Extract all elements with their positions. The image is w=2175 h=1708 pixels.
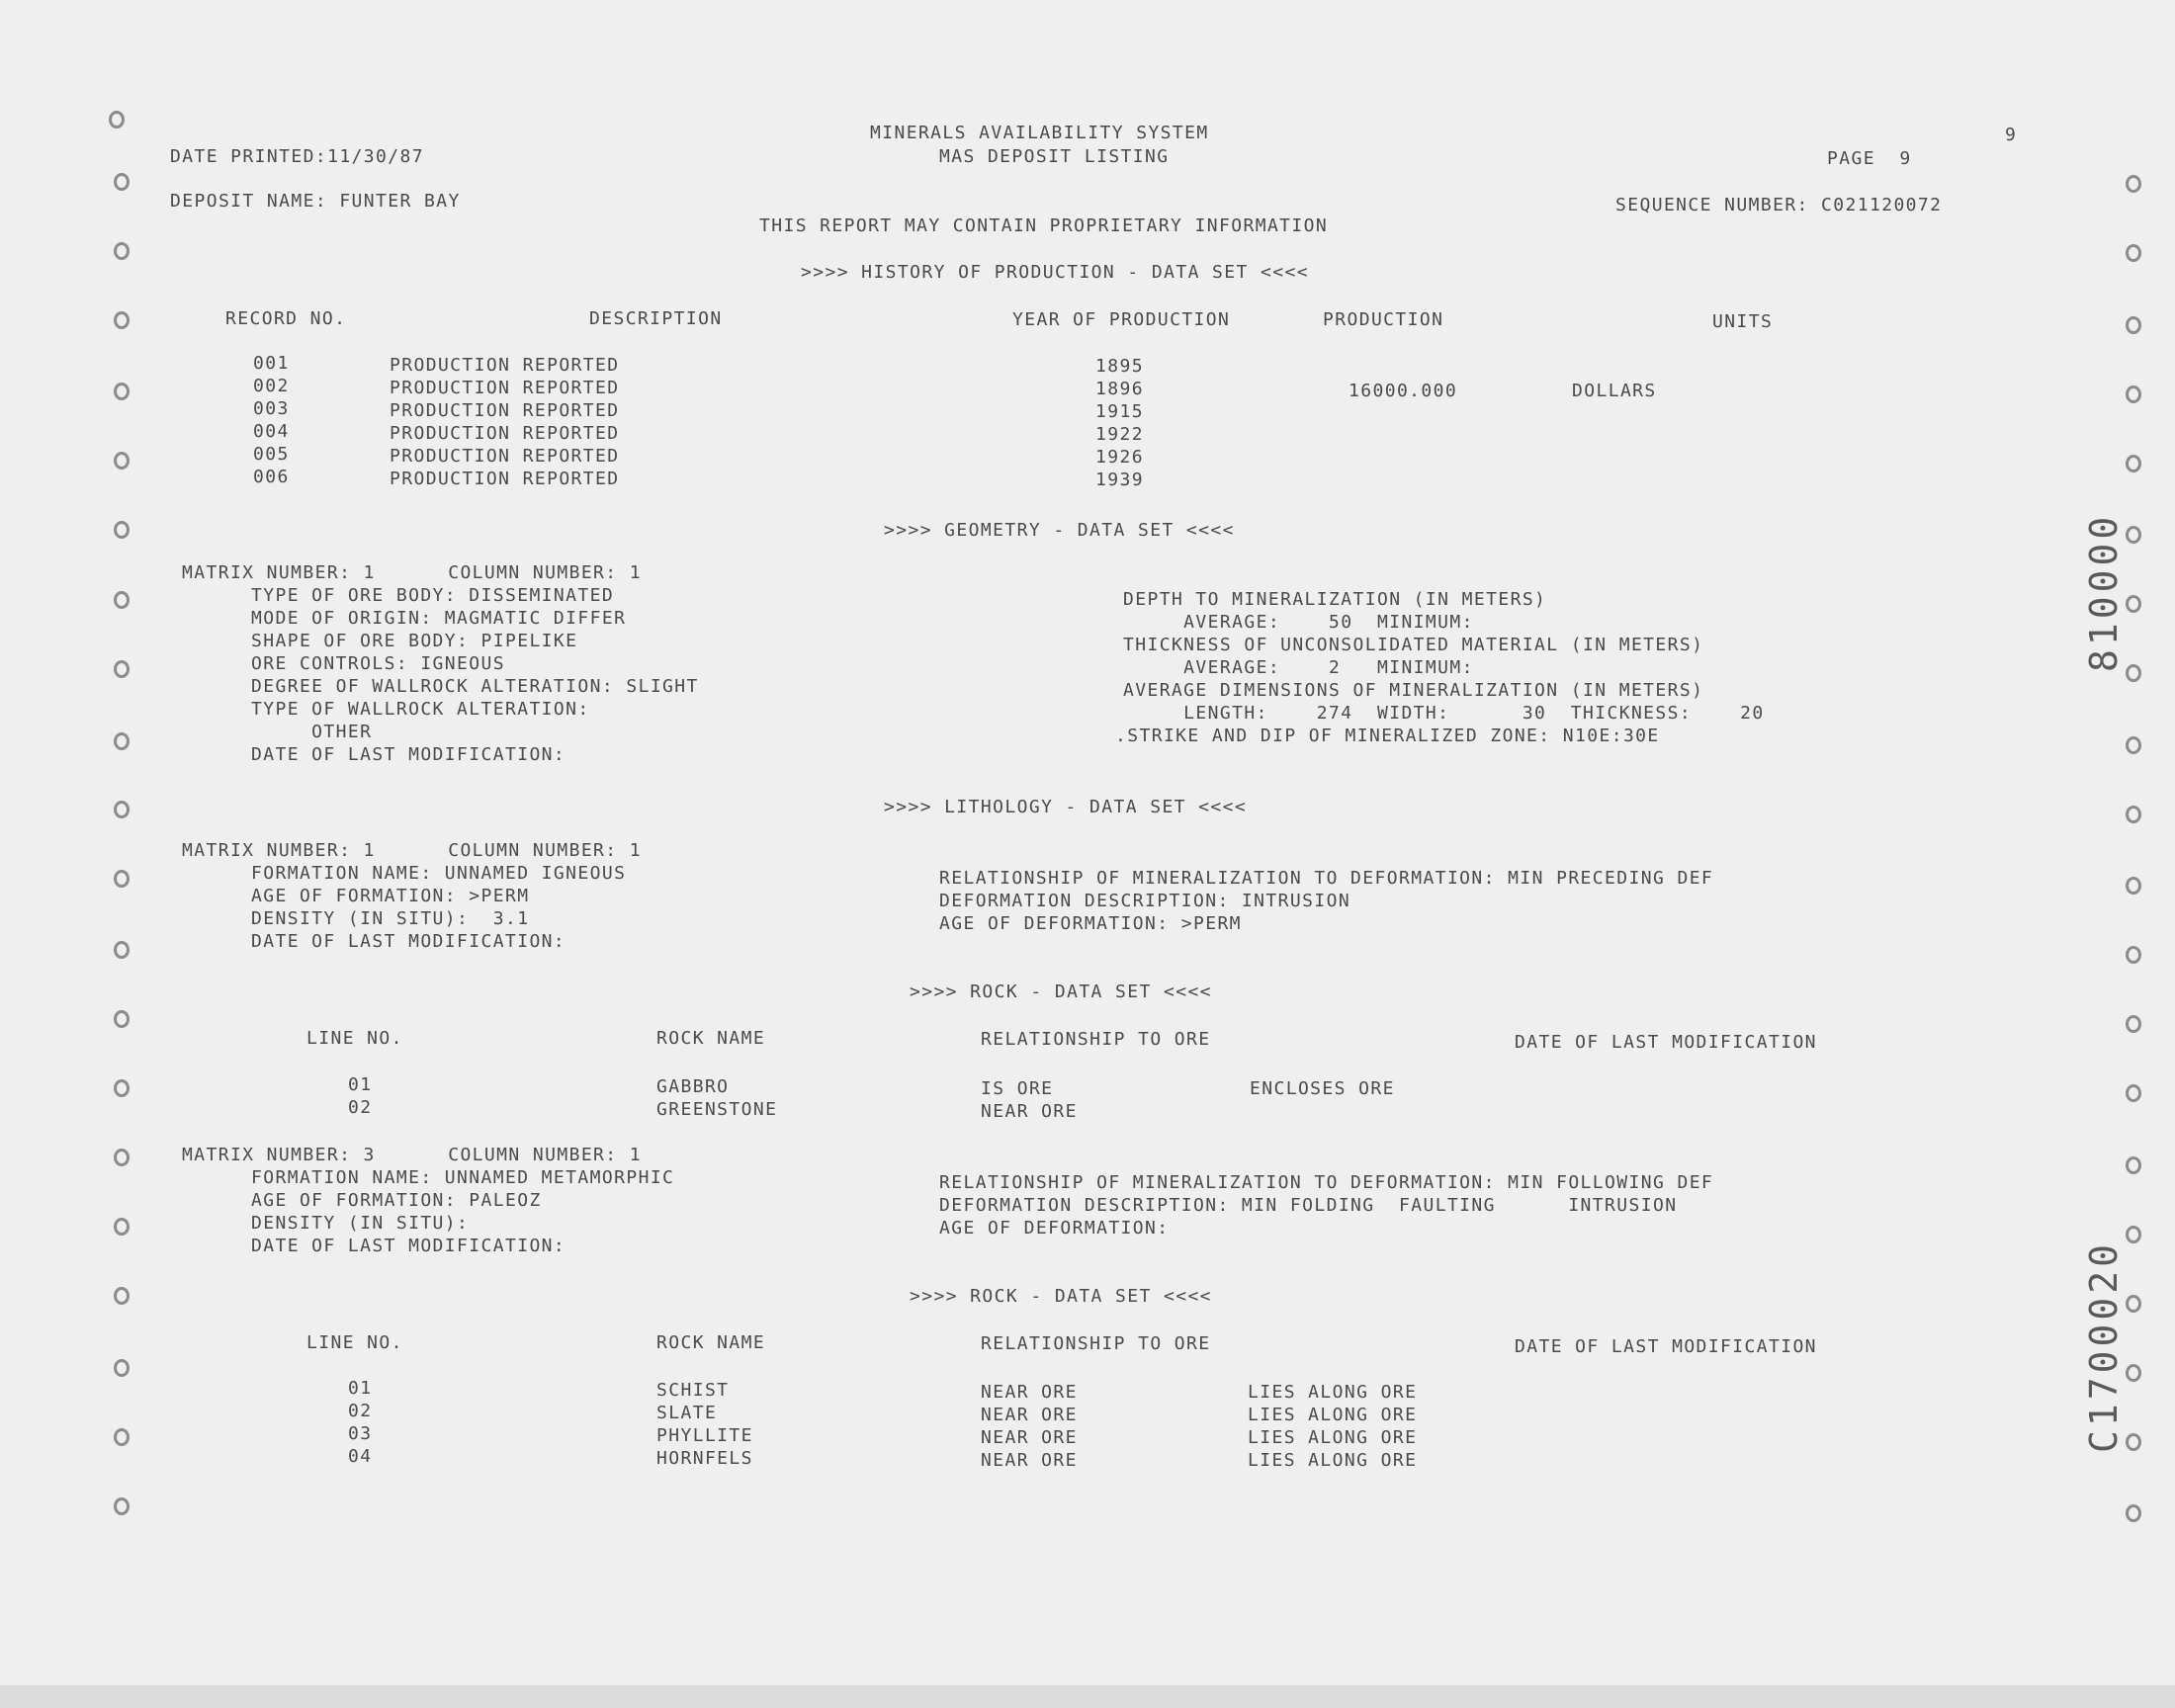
- feed-hole: [2126, 316, 2141, 334]
- feed-hole: [2126, 1226, 2141, 1243]
- ore-controls: ORE CONTROLS: IGNEOUS: [251, 653, 505, 674]
- col-date-last-modification: DATE OF LAST MODIFICATION: [1515, 1032, 1817, 1053]
- strike-and-dip: .STRIKE AND DIP OF MINERALIZED ZONE: N10E:30E: [1115, 726, 1660, 746]
- description: PRODUCTION REPORTED: [390, 423, 620, 444]
- feed-hole: [2126, 595, 2141, 613]
- line-no: 04: [348, 1446, 373, 1467]
- rock-name: GABBRO: [656, 1076, 730, 1097]
- proprietary-notice: THIS REPORT MAY CONTAIN PROPRIETARY INFORMATION: [759, 215, 1329, 236]
- feed-hole: [2126, 1015, 2141, 1033]
- year: 1939: [1095, 470, 1144, 490]
- wallrock-alteration-value: OTHER: [251, 722, 373, 742]
- deformation-description: DEFORMATION DESCRIPTION: INTRUSION: [939, 891, 1351, 911]
- col-year-of-production: YEAR OF PRODUCTION: [1012, 309, 1231, 330]
- dimensions-heading: AVERAGE DIMENSIONS OF MINERALIZATION (IN METERS): [1123, 680, 1704, 701]
- ore-body-type: TYPE OF ORE BODY: DISSEMINATED: [251, 585, 615, 606]
- feed-hole: [2126, 1084, 2141, 1102]
- feed-hole: [114, 941, 130, 959]
- formation-age: AGE OF FORMATION: PALEOZ: [251, 1190, 542, 1211]
- date-printed: DATE PRINTED:11/30/87: [170, 146, 424, 167]
- thickness-heading: THICKNESS OF UNCONSOLIDATED MATERIAL (IN METERS): [1123, 635, 1704, 655]
- line-no: 01: [348, 1378, 373, 1399]
- system-title: MINERALS AVAILABILITY SYSTEM: [870, 123, 1209, 143]
- year: 1895: [1095, 356, 1144, 377]
- description: PRODUCTION REPORTED: [390, 446, 620, 467]
- line-no: 01: [348, 1074, 373, 1095]
- depth-values: AVERAGE: 50 MINIMUM:: [1123, 612, 1474, 633]
- sequence-number: SEQUENCE NUMBER: C021120072: [1615, 195, 1943, 215]
- relationship-2: ENCLOSES ORE: [1250, 1078, 1395, 1099]
- last-modification-date: DATE OF LAST MODIFICATION:: [251, 1236, 566, 1256]
- relationship: NEAR ORE: [981, 1405, 1078, 1425]
- feed-hole: [2126, 1295, 2141, 1313]
- relationship: NEAR ORE: [981, 1450, 1078, 1471]
- rock-name: SLATE: [656, 1403, 718, 1423]
- relationship-2: LIES ALONG ORE: [1248, 1427, 1418, 1448]
- col-relationship-to-ore: RELATIONSHIP TO ORE: [981, 1029, 1211, 1050]
- relationship-2: LIES ALONG ORE: [1248, 1450, 1418, 1471]
- feed-hole: [114, 870, 130, 888]
- record-no: 003: [253, 398, 290, 419]
- formation-name: FORMATION NAME: UNNAMED IGNEOUS: [251, 863, 627, 884]
- geometry-section-title: >>>> GEOMETRY - DATA SET <<<<: [884, 520, 1235, 541]
- feed-hole: [2126, 1156, 2141, 1174]
- feed-hole: [114, 1359, 130, 1377]
- rock-section-title-1: >>>> ROCK - DATA SET <<<<: [910, 982, 1212, 1002]
- record-no: 001: [253, 353, 290, 374]
- description: PRODUCTION REPORTED: [390, 469, 620, 489]
- feed-hole: [2126, 1364, 2141, 1382]
- deformation-description: DEFORMATION DESCRIPTION: MIN FOLDING FAULTING INTRUSION: [939, 1195, 1678, 1216]
- feed-hole: [2126, 385, 2141, 403]
- feed-hole: [114, 1149, 130, 1166]
- feed-hole: [2126, 736, 2141, 754]
- year: 1915: [1095, 401, 1144, 422]
- col-date-last-modification: DATE OF LAST MODIFICATION: [1515, 1336, 1817, 1357]
- feed-hole: [114, 1428, 130, 1446]
- description: PRODUCTION REPORTED: [390, 355, 620, 376]
- feed-hole: [2126, 946, 2141, 964]
- feed-hole: [114, 383, 130, 400]
- feed-hole: [2126, 806, 2141, 823]
- rock-name: PHYLLITE: [656, 1425, 753, 1446]
- wallrock-alteration-type: TYPE OF WALLROCK ALTERATION:: [251, 699, 590, 720]
- record-no: 002: [253, 376, 290, 396]
- relationship: IS ORE: [981, 1078, 1054, 1099]
- density: DENSITY (IN SITU): 3.1: [251, 908, 530, 929]
- listing-title: MAS DEPOSIT LISTING: [939, 146, 1170, 167]
- feed-hole: [114, 173, 130, 191]
- col-record-no: RECORD NO.: [225, 308, 347, 329]
- feed-hole: [114, 660, 130, 678]
- stamp-number-upper: 810000: [2082, 512, 2126, 672]
- feed-hole: [114, 242, 130, 260]
- density: DENSITY (IN SITU):: [251, 1213, 470, 1234]
- feed-hole: [114, 732, 130, 750]
- record-no: 005: [253, 444, 290, 465]
- col-rock-name: ROCK NAME: [656, 1332, 766, 1353]
- production-value: 16000.000: [1348, 381, 1458, 401]
- record-no: 006: [253, 467, 290, 487]
- deformation-age: AGE OF DEFORMATION: >PERM: [939, 913, 1242, 934]
- corner-page-number: 9: [2005, 125, 2018, 145]
- depth-heading: DEPTH TO MINERALIZATION (IN METERS): [1123, 589, 1547, 610]
- relationship: NEAR ORE: [981, 1427, 1078, 1448]
- feed-hole: [114, 311, 130, 329]
- feed-hole: [114, 1010, 130, 1028]
- feed-hole: [2126, 1433, 2141, 1451]
- last-modification-date: DATE OF LAST MODIFICATION:: [251, 744, 566, 765]
- year: 1926: [1095, 447, 1144, 468]
- feed-hole: [2126, 664, 2141, 682]
- formation-name: FORMATION NAME: UNNAMED METAMORPHIC: [251, 1167, 675, 1188]
- rock-name: SCHIST: [656, 1380, 730, 1401]
- feed-hole: [114, 1079, 130, 1097]
- stamp-number-lower: C1700020: [2082, 1239, 2126, 1453]
- deformation-relationship: RELATIONSHIP OF MINERALIZATION TO DEFORMATION: MIN FOLLOWING DEF: [939, 1172, 1714, 1193]
- feed-hole: [2126, 244, 2141, 262]
- line-no: 02: [348, 1097, 373, 1118]
- description: PRODUCTION REPORTED: [390, 378, 620, 398]
- deposit-name: DEPOSIT NAME: FUNTER BAY: [170, 191, 461, 212]
- rock-section-title-2: >>>> ROCK - DATA SET <<<<: [910, 1286, 1212, 1307]
- year: 1896: [1095, 379, 1144, 399]
- relationship-2: LIES ALONG ORE: [1248, 1405, 1418, 1425]
- deformation-relationship: RELATIONSHIP OF MINERALIZATION TO DEFORMATION: MIN PRECEDING DEF: [939, 868, 1714, 889]
- lithology-section-title: >>>> LITHOLOGY - DATA SET <<<<: [884, 797, 1248, 817]
- feed-hole: [114, 521, 130, 539]
- relationship-2: LIES ALONG ORE: [1248, 1382, 1418, 1403]
- record-no: 004: [253, 421, 290, 442]
- geometry-matrix-number: MATRIX NUMBER: 1 COLUMN NUMBER: 1: [182, 562, 643, 583]
- feed-hole: [114, 1218, 130, 1236]
- feed-hole: [2126, 175, 2141, 193]
- dimensions-values: LENGTH: 274 WIDTH: 30 THICKNESS: 20: [1123, 703, 1765, 724]
- line-no: 03: [348, 1423, 373, 1444]
- col-description: DESCRIPTION: [589, 308, 723, 329]
- lithology-matrix-1: MATRIX NUMBER: 1 COLUMN NUMBER: 1: [182, 840, 643, 861]
- feed-hole: [114, 591, 130, 609]
- col-line-no: LINE NO.: [306, 1028, 403, 1049]
- wallrock-alteration-degree: DEGREE OF WALLROCK ALTERATION: SLIGHT: [251, 676, 699, 697]
- thickness-values: AVERAGE: 2 MINIMUM:: [1123, 657, 1474, 678]
- year: 1922: [1095, 424, 1144, 445]
- feed-hole: [2126, 455, 2141, 472]
- col-rock-name: ROCK NAME: [656, 1028, 766, 1049]
- deformation-age: AGE OF DEFORMATION:: [939, 1218, 1170, 1238]
- relationship: NEAR ORE: [981, 1382, 1078, 1403]
- col-production: PRODUCTION: [1323, 309, 1444, 330]
- units: DOLLARS: [1572, 381, 1657, 401]
- last-modification-date: DATE OF LAST MODIFICATION:: [251, 931, 566, 952]
- feed-hole: [114, 1287, 130, 1305]
- formation-age: AGE OF FORMATION: >PERM: [251, 886, 530, 906]
- col-relationship-to-ore: RELATIONSHIP TO ORE: [981, 1333, 1211, 1354]
- rock-name: GREENSTONE: [656, 1099, 778, 1120]
- feed-hole: [2126, 1504, 2141, 1522]
- feed-hole: [114, 801, 130, 818]
- line-no: 02: [348, 1401, 373, 1421]
- feed-hole: [109, 111, 125, 128]
- feed-hole: [114, 1497, 130, 1515]
- col-line-no: LINE NO.: [306, 1332, 403, 1353]
- relationship: NEAR ORE: [981, 1101, 1078, 1122]
- feed-hole: [2126, 877, 2141, 895]
- rock-name: HORNFELS: [656, 1448, 753, 1469]
- feed-hole: [2126, 526, 2141, 544]
- ore-body-shape: SHAPE OF ORE BODY: PIPELIKE: [251, 631, 578, 651]
- production-section-title: >>>> HISTORY OF PRODUCTION - DATA SET <<<<: [801, 262, 1309, 283]
- feed-hole: [114, 452, 130, 470]
- col-units: UNITS: [1712, 311, 1774, 332]
- page-number: PAGE 9: [1827, 148, 1912, 169]
- mode-of-origin: MODE OF ORIGIN: MAGMATIC DIFFER: [251, 608, 627, 629]
- lithology-matrix-3: MATRIX NUMBER: 3 COLUMN NUMBER: 1: [182, 1145, 643, 1165]
- scanner-edge: [0, 1685, 2175, 1708]
- description: PRODUCTION REPORTED: [390, 400, 620, 421]
